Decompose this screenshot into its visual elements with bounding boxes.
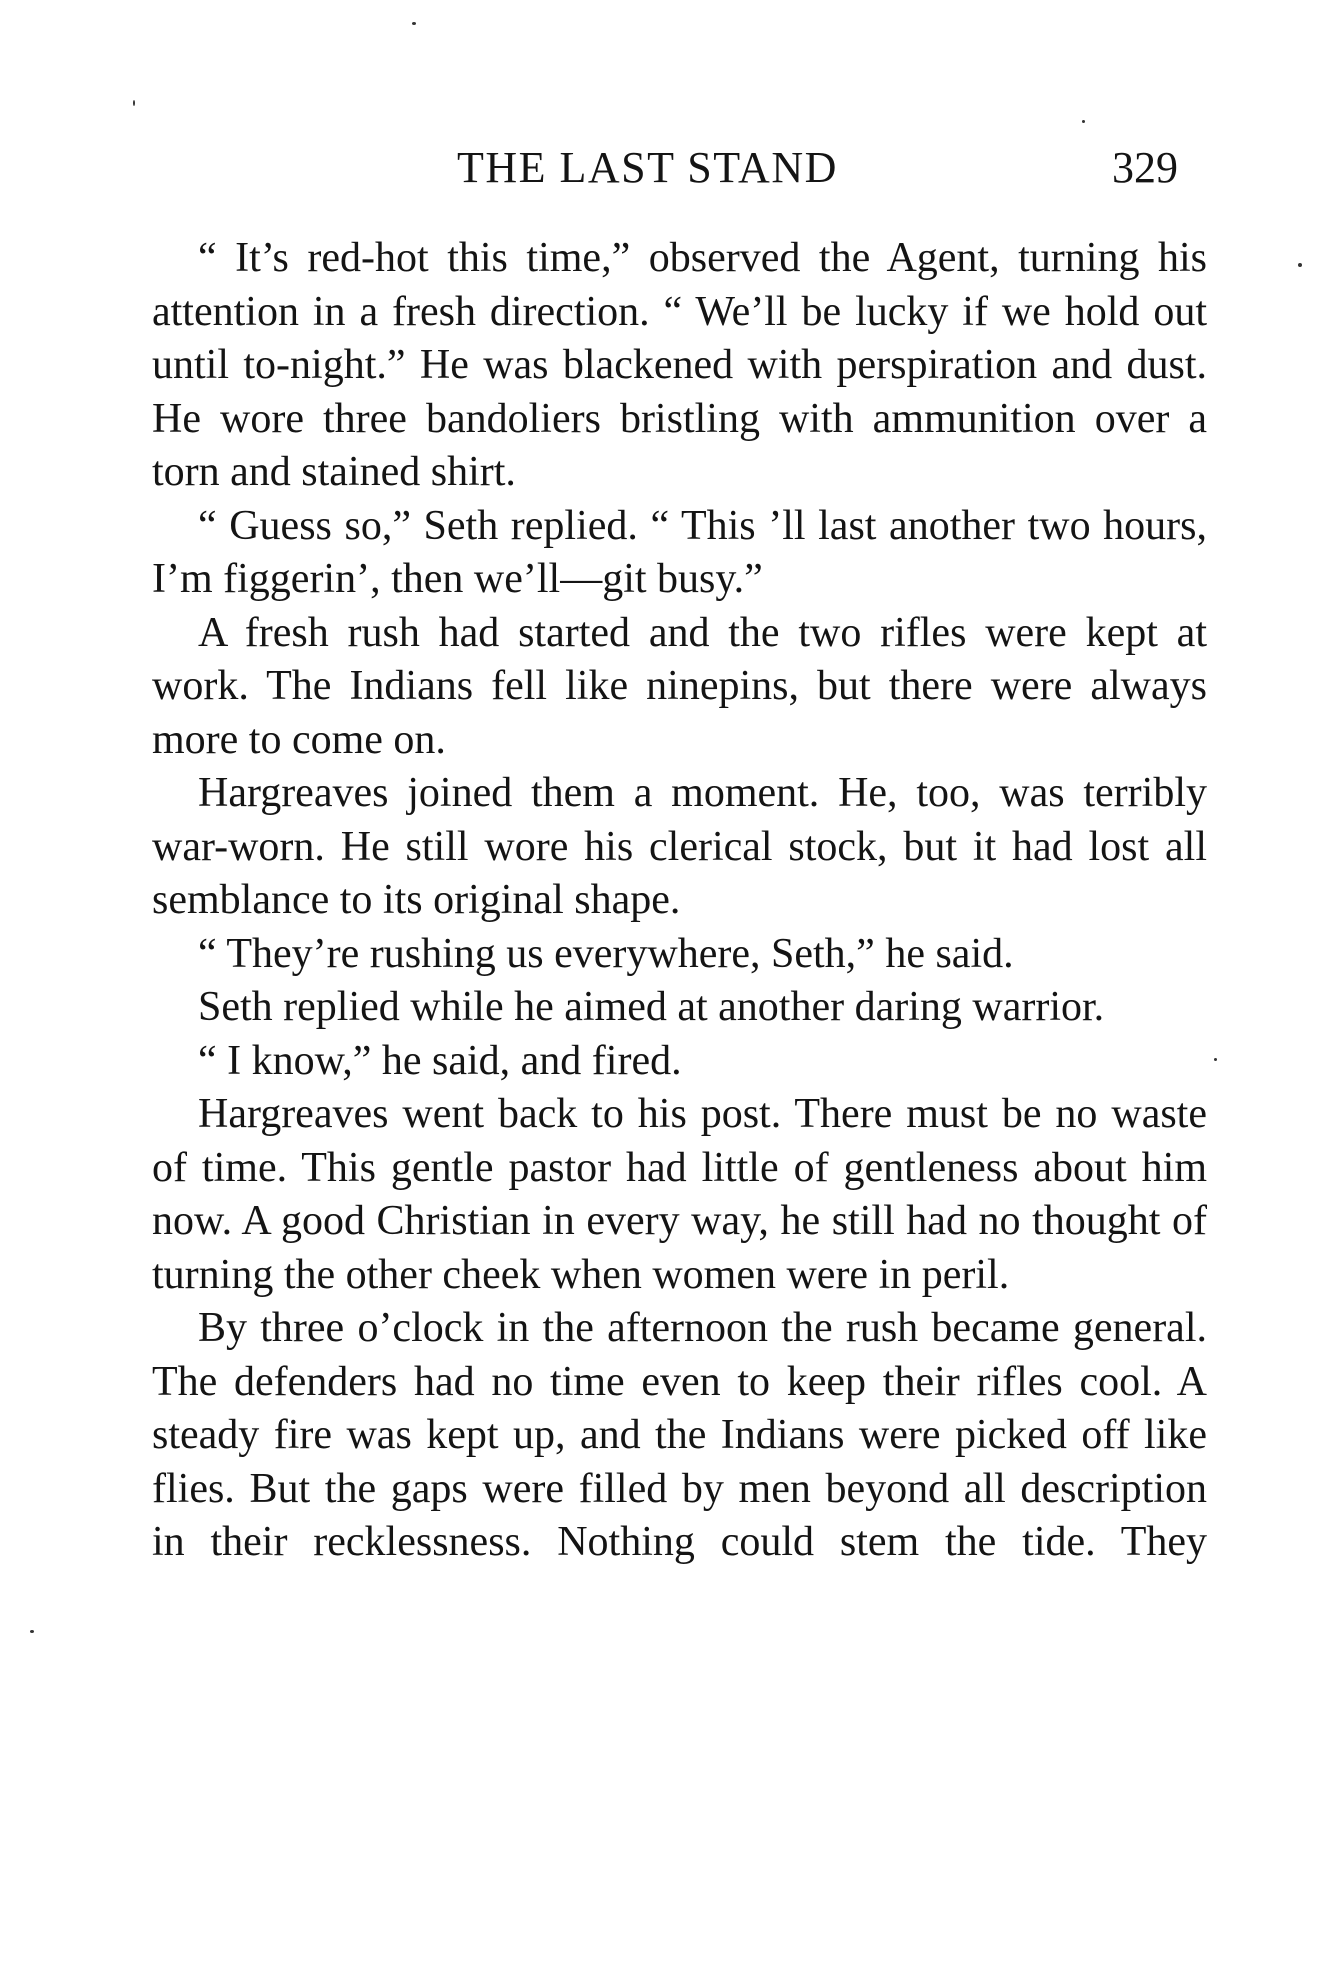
paragraph: “ Guess so,” Seth replied. “ This ’ll last another two hours, I’m figgerin’, then we’ll—git busy.” xyxy=(152,502,1207,602)
paragraph: By three o’clock in the afternoon the rush became general. The defenders had no time even to keep their rifles cool. A steady fire was kept up, and the Indians were picked off like flies. But the gaps were filled by men beyond all description in their recklessness. Nothing could stem the tide. They xyxy=(152,1305,1207,1565)
paragraph: Seth replied while he aimed at another daring warrior. xyxy=(198,984,1105,1030)
paragraph: “ They’re rushing us everywhere, Seth,” he said. xyxy=(198,930,1014,977)
body-text xyxy=(152,232,1207,1570)
ink-speck xyxy=(30,1630,34,1633)
ink-speck xyxy=(1082,120,1085,123)
paragraph: “ I know,” he said, and fired. xyxy=(198,1037,682,1084)
page-number: 329 xyxy=(1112,143,1178,192)
ink-speck xyxy=(412,22,416,25)
ink-speck xyxy=(133,100,135,106)
page-header xyxy=(0,138,1319,198)
running-head: THE LAST STAND xyxy=(457,143,838,192)
ink-speck xyxy=(1214,1058,1217,1061)
paragraph: “ It’s red-hot this time,” observed the Agent, turning his attention in a fresh direction. “ We’ll be lucky if we hold out until to-night.” He was blackened with perspiration and dust. He wore three bandoliers bristling with ammunition over a torn and stained shirt. xyxy=(152,235,1207,495)
paragraph: Hargreaves went back to his post. There must be no waste of time. This gentle pastor had little of gentleness about him now. A good Christian in every way, he still had no thought of turning the other cheek when women were in peril. xyxy=(152,1091,1207,1298)
ink-speck xyxy=(1298,263,1302,267)
paragraph: Hargreaves joined them a moment. He, too, was terribly war-worn. He still wore his clerical stock, but it had lost all semblance to its original shape. xyxy=(152,770,1207,923)
paragraph: A fresh rush had started and the two rifles were kept at work. The Indians fell like ninepins, but there were always more to come on. xyxy=(152,609,1207,763)
